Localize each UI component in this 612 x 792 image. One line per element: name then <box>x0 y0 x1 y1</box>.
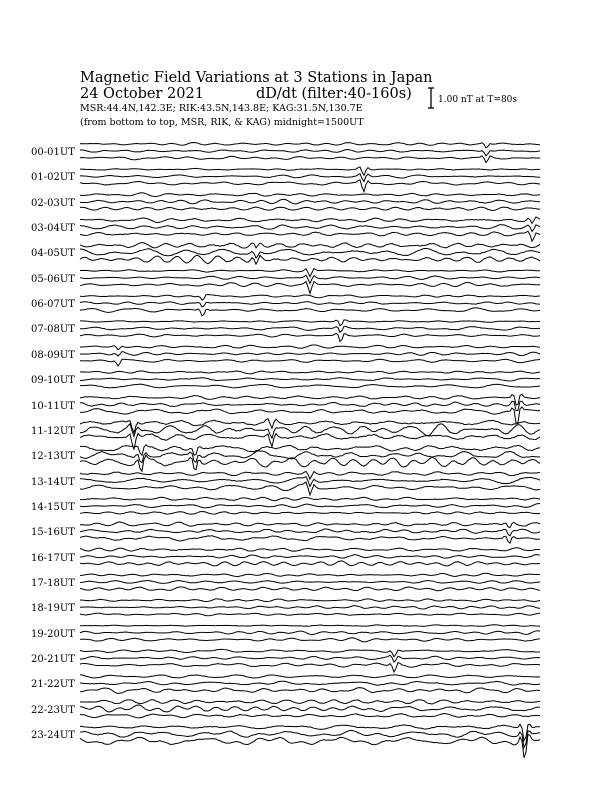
trace-kag-09-10ut <box>80 384 540 388</box>
hour-label: 18-19UT <box>31 603 75 615</box>
chart-date: 24 October 2021 <box>80 86 204 102</box>
trace-msr-13-14ut <box>80 471 540 479</box>
trace-msr-09-10ut <box>80 371 540 374</box>
trace-rik-01-02ut <box>80 174 540 182</box>
trace-rik-19-20ut <box>80 631 540 635</box>
hour-label: 10-11UT <box>31 400 75 412</box>
hour-label: 06-07UT <box>31 299 75 311</box>
trace-rik-12-13ut <box>80 451 540 463</box>
trace-kag-01-02ut <box>80 180 540 192</box>
station-coordinates: MSR:44.4N,142.3E; RIK:43.5N,143.8E; KAG:31.5N,130.7E <box>80 103 363 114</box>
trace-msr-01-02ut <box>80 167 540 175</box>
trace-kag-04-05ut <box>80 255 540 264</box>
trace-kag-02-03ut <box>80 207 540 210</box>
trace-kag-14-15ut <box>80 512 540 515</box>
hour-label: 19-20UT <box>31 628 75 640</box>
trace-rik-04-05ut <box>80 248 540 258</box>
hour-label: 00-01UT <box>31 147 75 158</box>
trace-msr-07-08ut <box>80 320 540 326</box>
trace-rik-14-15ut <box>80 504 540 508</box>
hour-label: 12-13UT <box>31 451 75 463</box>
trace-rik-16-17ut <box>80 555 540 559</box>
hour-label: 23-24UT <box>31 730 75 742</box>
hour-label: 20-21UT <box>31 654 75 665</box>
scale-label: 1.00 nT at T=80s <box>438 95 518 105</box>
trace-kag-23-24ut <box>80 734 540 758</box>
trace-kag-13-14ut <box>80 482 540 495</box>
trace-msr-15-16ut <box>80 522 540 528</box>
trace-kag-07-08ut <box>80 333 540 341</box>
hour-label: 03-04UT <box>31 223 75 235</box>
trace-rik-02-03ut <box>80 199 540 204</box>
trace-group <box>80 142 540 757</box>
trace-msr-04-05ut <box>80 243 540 248</box>
trace-kag-22-23ut <box>80 714 540 718</box>
trace-msr-03-04ut <box>80 217 540 223</box>
trace-msr-14-15ut <box>80 497 540 500</box>
trace-msr-10-11ut <box>80 394 540 405</box>
hour-label: 08-09UT <box>31 349 75 361</box>
trace-rik-07-08ut <box>80 326 540 332</box>
hour-label: 21-22UT <box>31 679 75 691</box>
trace-msr-05-06ut <box>80 269 540 277</box>
hour-label: 16-17UT <box>31 552 75 564</box>
trace-kag-12-13ut <box>80 455 540 471</box>
trace-msr-19-20ut <box>80 625 540 627</box>
trace-rik-21-22ut <box>80 681 540 685</box>
trace-kag-03-04ut <box>80 231 540 241</box>
trace-kag-19-20ut <box>80 638 540 642</box>
trace-kag-00-01ut <box>80 156 540 163</box>
trace-kag-10-11ut <box>80 407 540 423</box>
hour-label: 13-14UT <box>31 476 75 488</box>
trace-rik-20-21ut <box>80 655 540 662</box>
hour-label: 05-06UT <box>31 273 75 285</box>
trace-rik-09-10ut <box>80 378 540 381</box>
trace-kag-16-17ut <box>80 561 540 566</box>
trace-msr-18-19ut <box>80 599 540 602</box>
trace-rik-18-19ut <box>80 606 540 609</box>
hour-label: 07-08UT <box>31 324 75 336</box>
trace-msr-02-03ut <box>80 193 540 197</box>
chart-quantity: dD/dt (filter:40-160s) <box>256 86 412 102</box>
trace-msr-16-17ut <box>80 548 540 552</box>
trace-msr-20-21ut <box>80 649 540 657</box>
trace-msr-06-07ut <box>80 295 540 301</box>
trace-msr-17-18ut <box>80 573 540 576</box>
trace-msr-22-23ut <box>80 700 540 704</box>
hour-label: 14-15UT <box>31 501 75 513</box>
trace-rik-03-04ut <box>80 225 540 232</box>
hour-label: 15-16UT <box>31 527 75 539</box>
scale-bar <box>428 88 434 108</box>
hour-label: 01-02UT <box>31 172 75 184</box>
hour-label: 17-18UT <box>31 577 75 589</box>
trace-kag-06-07ut <box>80 308 540 316</box>
trace-msr-23-24ut <box>80 724 540 740</box>
trace-rik-23-24ut <box>80 730 540 747</box>
trace-rik-17-18ut <box>80 581 540 584</box>
trace-kag-20-21ut <box>80 663 540 672</box>
trace-rik-22-23ut <box>80 705 540 712</box>
hour-label: 22-23UT <box>31 704 75 716</box>
trace-msr-00-01ut <box>80 142 540 148</box>
trace-msr-08-09ut <box>80 345 540 350</box>
trace-rik-08-09ut <box>80 352 540 356</box>
hour-label: 11-12UT <box>31 425 75 437</box>
trace-msr-21-22ut <box>80 675 540 678</box>
trace-order-note: (from bottom to top, MSR, RIK, & KAG) midnight=1500UT <box>80 117 364 128</box>
trace-kag-21-22ut <box>80 688 540 694</box>
trace-kag-15-16ut <box>80 536 540 543</box>
trace-rik-00-01ut <box>80 150 540 156</box>
chart-title: Magnetic Field Variations at 3 Stations in Japan <box>80 70 433 86</box>
trace-rik-15-16ut <box>80 529 540 536</box>
hour-label: 04-05UT <box>31 248 75 260</box>
trace-kag-17-18ut <box>80 587 540 591</box>
hour-label: 02-03UT <box>31 197 75 209</box>
hour-label: 09-10UT <box>31 375 75 387</box>
trace-kag-08-09ut <box>80 359 540 366</box>
trace-rik-06-07ut <box>80 302 540 307</box>
trace-kag-18-19ut <box>80 613 540 616</box>
